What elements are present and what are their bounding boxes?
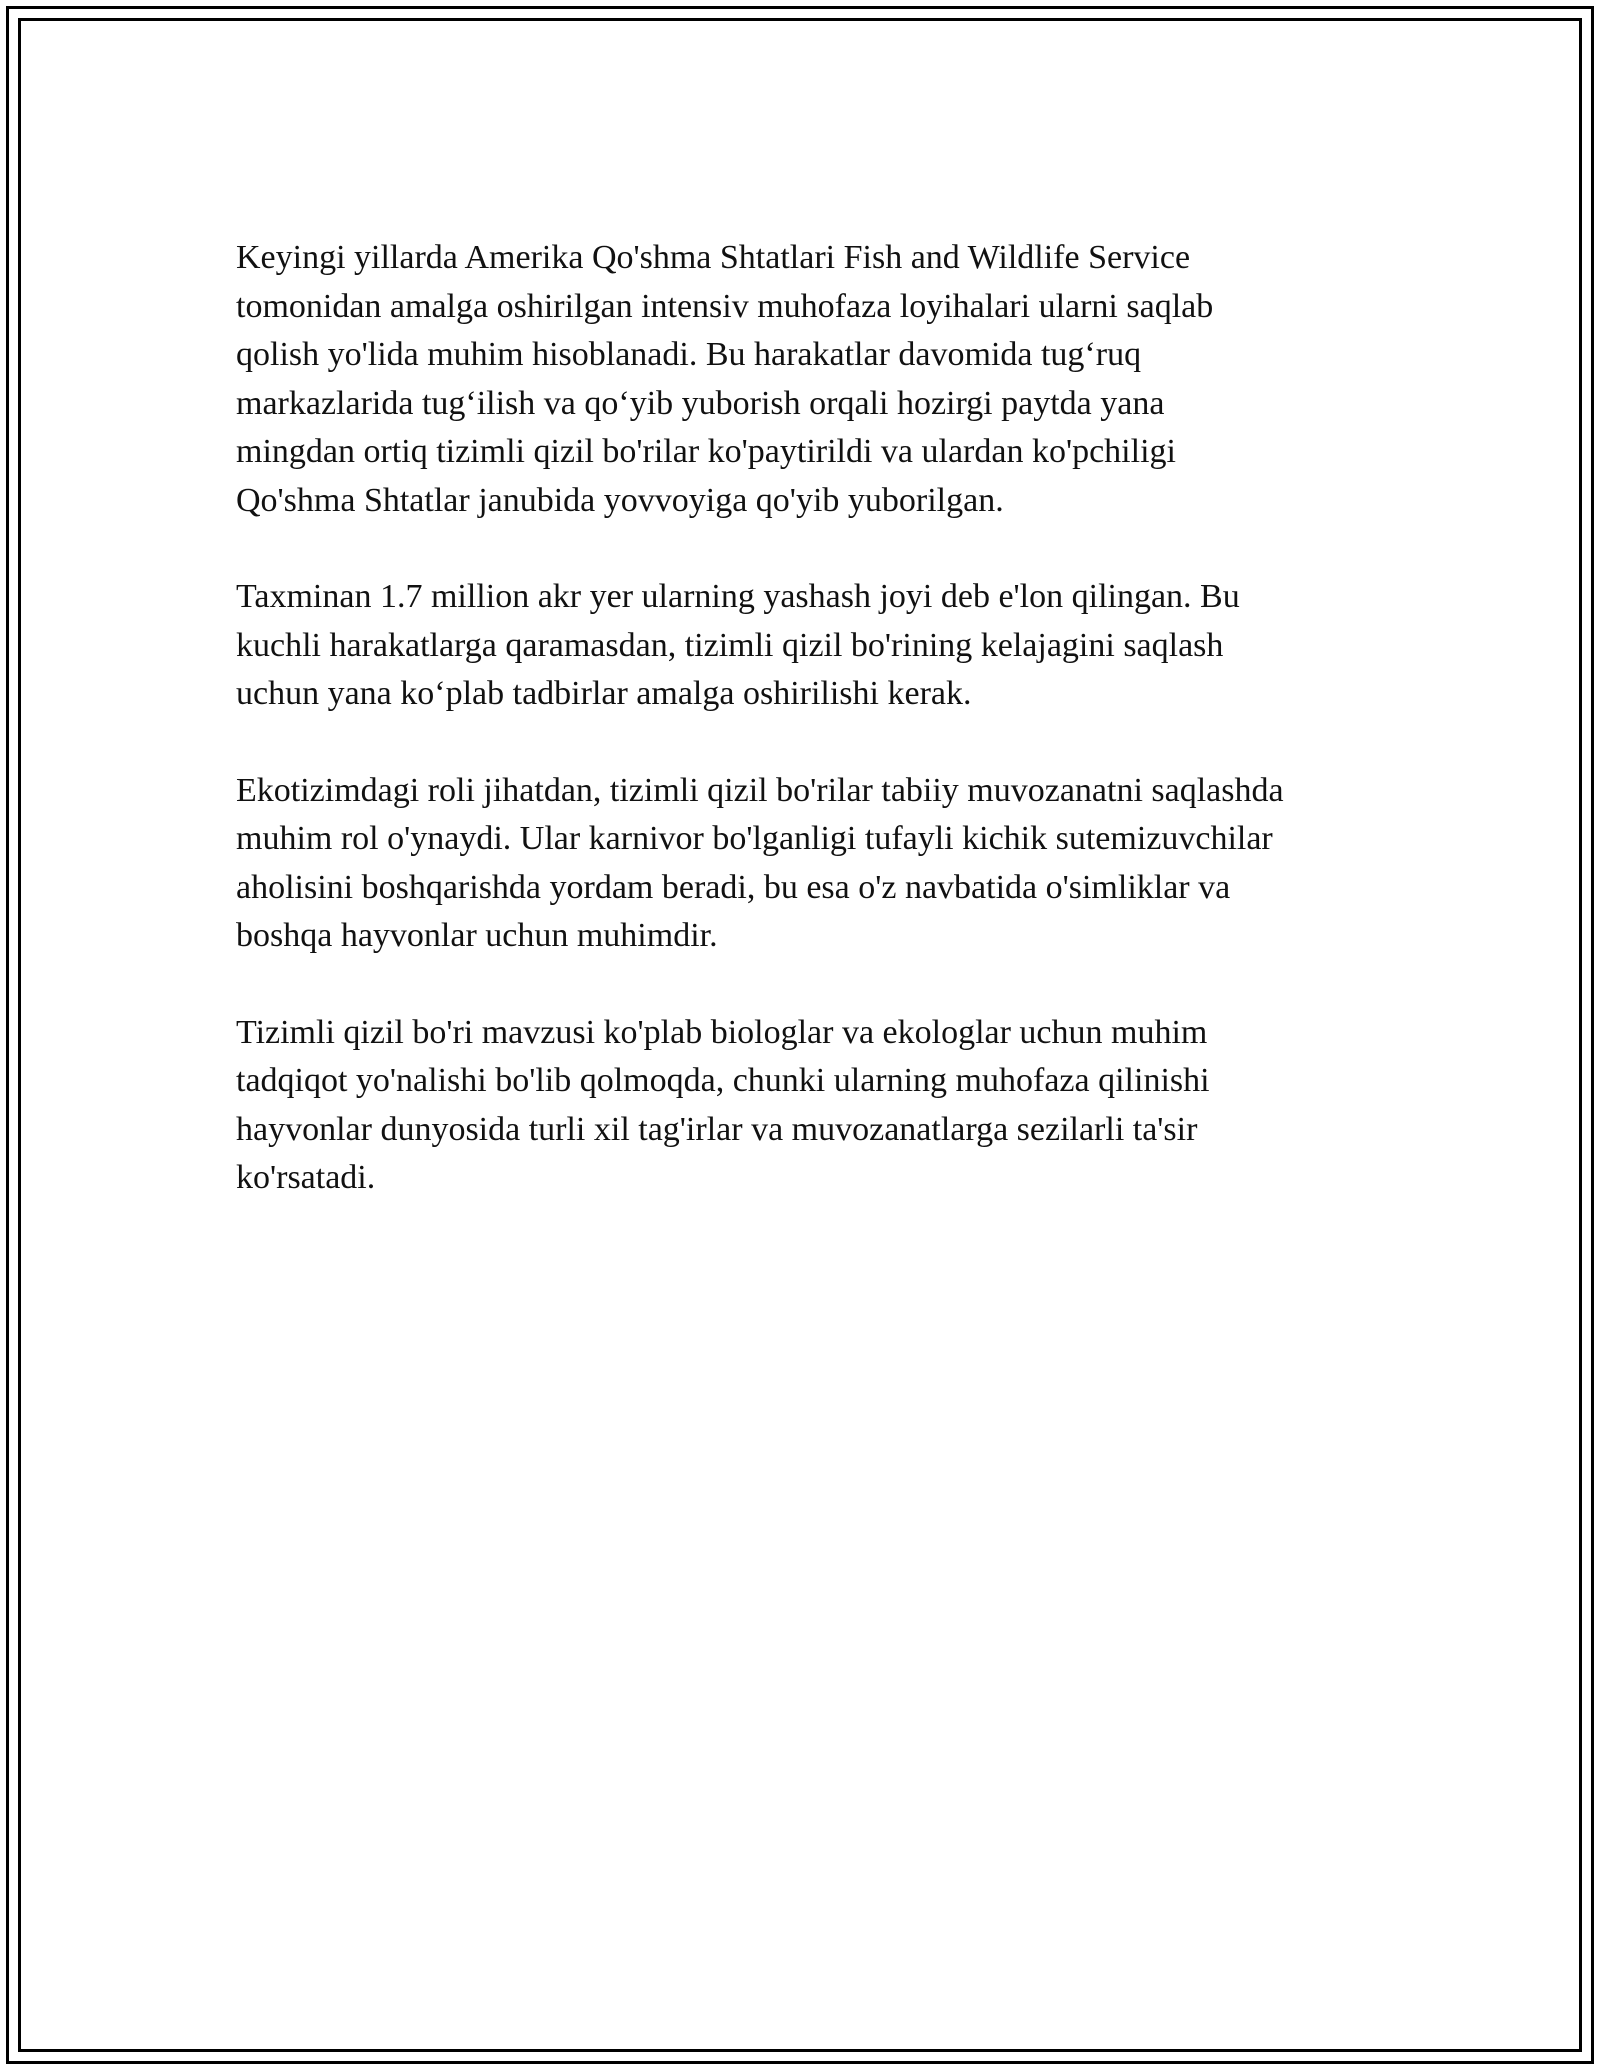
paragraph: Tizimli qizil bo'ri mavzusi ko'plab biologlar va ekologlar uchun muhim tadqiqot yo'nalishi bo'lib qolmoqda, chunki ularning muhofaza qilinishi hayvonlar dunyosida turli xil tag'irlar va muvozanatlarga sezilarli ta'sir ko'rsatadi. — [236, 1013, 1210, 1196]
paragraph: Taxminan 1.7 million akr yer ularning yashash joyi deb e'lon qilingan. Bu kuchli harakatlarga qaramasdan, tizimli qizil bo'rining kelajagini saqlash uchun yana ko‘plab tadbirlar amalga oshirilishi kerak. — [236, 578, 1240, 712]
document-body — [236, 234, 1396, 1251]
paragraph: Keyingi yillarda Amerika Qo'shma Shtatlari Fish and Wildlife Service tomonidan amalga oshirilgan intensiv muhofaza loyihalari ularni saqlab qolish yo'lida muhim hisoblanadi. Bu harakatlar davomida tug‘ruq markazlarida tug‘ilish va qo‘yib yuborish orqali hozirgi paytda yana mingdan ortiq tizimli qizil bo'rilar ko'paytirildi va ulardan ko'pchiligi Qo'shma Shtatlar janubida yovvoyiga qo'yib yuborilgan. — [236, 239, 1214, 519]
paragraph: Ekotizimdagi roli jihatdan, tizimli qizil bo'rilar tabiiy muvozanatni saqlashda muhim rol o'ynaydi. Ular karnivor bo'lganligi tufayli kichik sutemizuvchilar aholisini boshqarishda yordam beradi, bu esa o'z navbatida o'simliklar va boshqa hayvonlar uchun muhimdir. — [236, 771, 1284, 954]
